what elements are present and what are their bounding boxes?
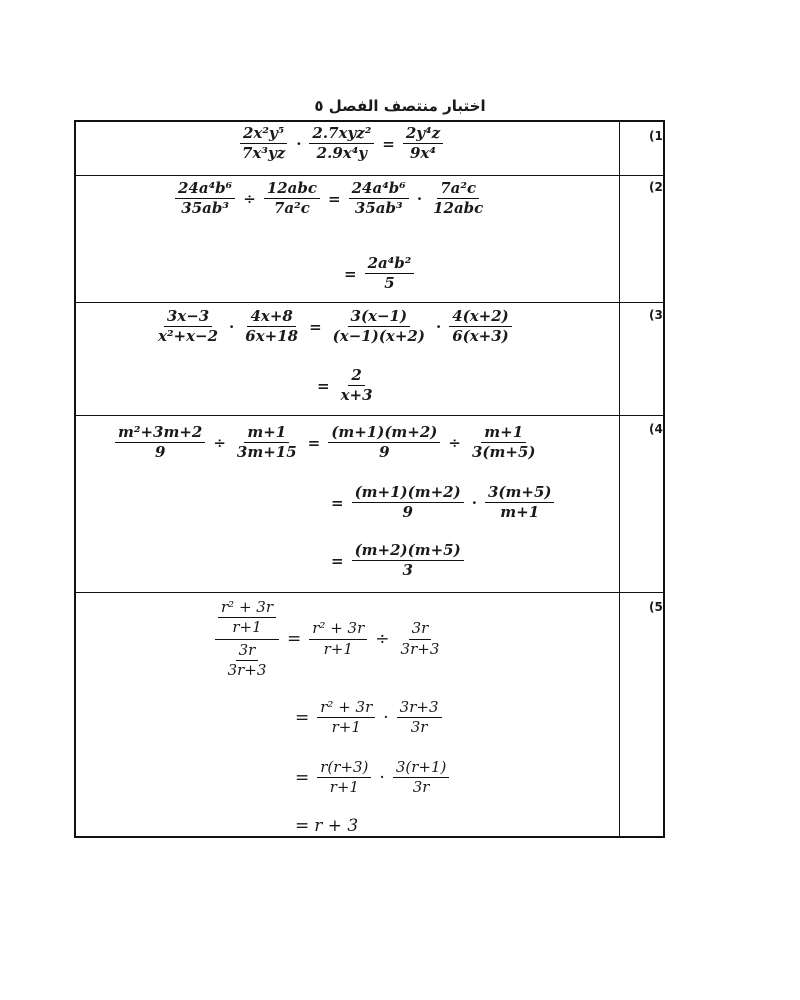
denominator: 7a²c [273, 199, 310, 218]
fraction [218, 599, 276, 637]
operator: = [295, 816, 310, 836]
denominator: x+3 [340, 386, 373, 405]
denominator: 35ab³ [181, 199, 229, 218]
answer-table [74, 120, 665, 838]
denominator: 3r+3 [400, 639, 440, 658]
equation-line [290, 816, 358, 836]
denominator: 3 [402, 561, 413, 580]
denominator: 35ab³ [354, 199, 403, 218]
denominator: r+1 [331, 718, 361, 737]
operator: ÷ [243, 189, 256, 208]
fraction [328, 424, 440, 462]
numerator: 4(x+2) [449, 308, 512, 327]
fraction [175, 180, 235, 218]
fraction [317, 699, 375, 737]
problem-number: (3 [649, 308, 663, 322]
operator: = [317, 376, 330, 395]
fraction [398, 620, 443, 658]
operator: = [382, 134, 395, 153]
equation-line [339, 255, 417, 293]
numerator: 2y⁴z [403, 125, 443, 144]
numerator: 3r+3 [397, 699, 442, 718]
page-title: اختبار منتصف الفصل ٥ [314, 97, 486, 115]
numerator: 12abc [264, 180, 320, 199]
denominator: 9x⁴ [409, 144, 436, 163]
numerator: 3(m+5) [485, 484, 555, 503]
operator: · [379, 767, 385, 788]
fraction [225, 642, 270, 680]
problem-number: (2 [649, 180, 663, 194]
operator: · [435, 317, 442, 336]
operator: = [331, 493, 344, 512]
equation-line [172, 180, 489, 218]
denominator: 3r [410, 718, 428, 737]
fraction [239, 125, 288, 163]
denominator: 9 [402, 503, 413, 522]
denominator: 9 [154, 443, 166, 462]
fraction [352, 542, 464, 580]
row-divider [76, 415, 663, 416]
numerator: (m+2)(m+5) [352, 542, 464, 561]
operator: ÷ [213, 433, 226, 452]
numerator: 2.7xyz² [309, 125, 374, 144]
fraction [317, 759, 371, 797]
fraction [309, 620, 367, 658]
numerator: r² + 3r [317, 699, 375, 718]
operator: = [309, 317, 322, 336]
denominator: 3r+3 [227, 660, 267, 679]
fraction [397, 699, 442, 737]
denominator: 6(x+3) [452, 327, 509, 346]
operator: ÷ [375, 629, 390, 649]
numerator: 24a⁴b⁶ [175, 180, 235, 199]
fraction [365, 255, 415, 293]
operator: = [295, 767, 310, 788]
problem-number: (4 [649, 422, 663, 436]
number-column-divider [619, 122, 620, 836]
denominator: r+1 [329, 778, 359, 797]
denominator: 5 [384, 274, 395, 293]
numerator: m+1 [244, 424, 289, 443]
denominator: (x−1)(x+2) [332, 327, 425, 346]
numerator: 3(r+1) [393, 759, 450, 778]
numerator: 3r [236, 642, 259, 661]
operator: · [383, 707, 389, 728]
fraction [264, 180, 320, 218]
denominator: r+1 [232, 618, 262, 637]
equation-line [290, 759, 452, 797]
operator: = [307, 433, 321, 452]
numerator: r² + 3r [218, 599, 276, 618]
denominator: 2.9x⁴y [316, 144, 367, 163]
numerator: 2a⁴b² [365, 255, 415, 274]
equation-line [152, 308, 515, 346]
numerator: m+1 [481, 424, 526, 443]
numerator: 4x+8 [247, 308, 295, 327]
numerator: 3x−3 [164, 308, 212, 327]
fraction [234, 424, 300, 462]
numerator: 24a⁴b⁶ [349, 180, 409, 199]
operator: · [229, 317, 235, 336]
numerator: (m+1)(m+2) [352, 484, 464, 503]
numerator: 3r [409, 620, 432, 639]
operator: = [331, 551, 344, 570]
fraction [330, 308, 428, 346]
numerator: 2x²y⁵ [240, 125, 287, 144]
row-divider [76, 592, 663, 593]
equation-line [312, 367, 379, 405]
operator: = [328, 189, 341, 208]
complex-fraction [215, 599, 279, 679]
equation-line [236, 125, 446, 163]
denominator: 3(m+5) [471, 443, 536, 462]
problem-number: (5 [649, 600, 663, 614]
operator: = [287, 629, 302, 649]
fraction [349, 180, 409, 218]
fraction [403, 125, 443, 163]
fraction [393, 759, 450, 797]
fraction [469, 424, 539, 462]
equation-line [112, 424, 542, 462]
denominator: x²+x−2 [158, 327, 219, 346]
fraction [485, 484, 555, 522]
fraction [309, 125, 374, 163]
operator: ÷ [448, 433, 461, 452]
denominator: 6x+18 [245, 327, 299, 346]
operator: · [471, 493, 477, 512]
denominator: m+1 [500, 503, 540, 522]
operator: = [295, 707, 310, 728]
numerator: m²+3m+2 [115, 424, 205, 443]
row-divider [76, 175, 663, 176]
operator: · [296, 134, 302, 153]
fraction [430, 180, 486, 218]
denominator: 9 [379, 443, 390, 462]
equation-line [326, 542, 467, 580]
fraction [115, 424, 205, 462]
numerator: 7a²c [437, 180, 479, 199]
operator: = [344, 264, 357, 283]
denominator: r+1 [323, 639, 353, 658]
denominator: 3r [412, 778, 430, 797]
fraction [155, 308, 221, 346]
equation-line [326, 484, 557, 522]
denominator: 7x³yz [242, 144, 286, 163]
numerator: 3(x−1) [348, 308, 411, 327]
fraction [449, 308, 512, 346]
equation-line [290, 699, 445, 737]
numerator: 2 [348, 367, 364, 386]
operator: · [416, 189, 423, 208]
numerator: r(r+3) [317, 759, 371, 778]
problem-number: (1 [649, 129, 663, 143]
numerator: (m+1)(m+2) [328, 424, 440, 443]
denominator: 3m+15 [236, 443, 297, 462]
numerator: r² + 3r [309, 620, 367, 639]
fraction [352, 484, 464, 522]
row-divider [76, 302, 663, 303]
equation-line [212, 599, 445, 679]
fraction [242, 308, 301, 346]
final-result: r + 3 [314, 816, 359, 836]
fraction [338, 367, 376, 405]
denominator: 12abc [433, 199, 484, 218]
